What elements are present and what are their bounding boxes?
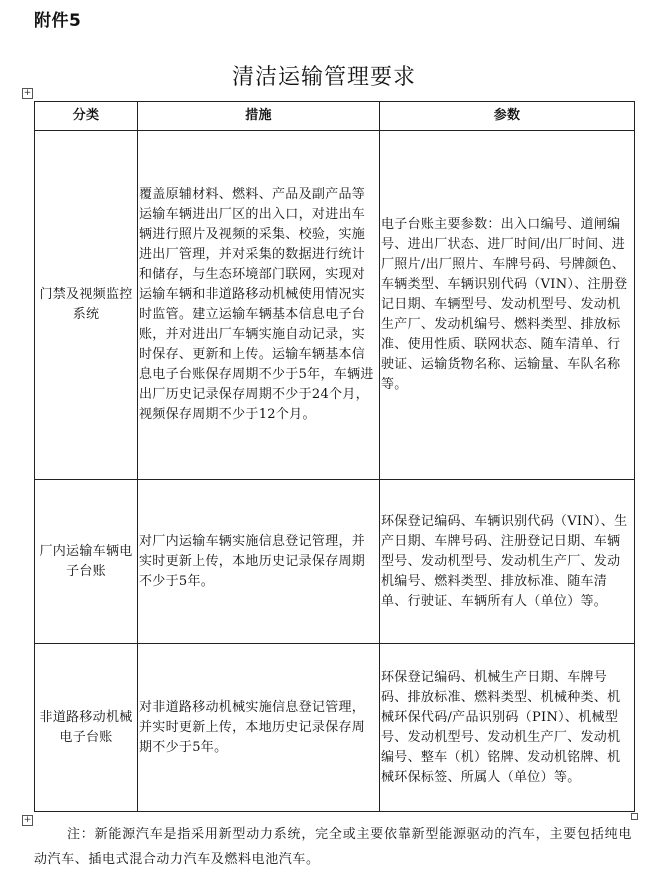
table-resize-handle-icon[interactable] — [631, 813, 638, 820]
header-measure: 措施 — [138, 102, 380, 131]
attachment-label: 附件5 — [34, 11, 82, 31]
row-parameter: 环保登记编码、车辆识别代码（VIN）、生产日期、车牌号码、注册登记日期、车辆型号、发动机型号、发动机生产厂、发动机编号、燃料类型、排放标准、随车清单、行驶证、车辆所有人（单位）等。 — [380, 480, 635, 644]
row-category: 非道路移动机械电子台账 — [35, 644, 138, 812]
row-category: 门禁及视频监控系统 — [35, 131, 138, 480]
table-row — [35, 480, 635, 644]
row-measure: 覆盖原辅材料、燃料、产品及副产品等运输车辆进出厂区的出入口，对进出车辆进行照片及视频的采集、校验，实施进出厂管理，并对采集的数据进行统计和储存，与生态环境部门联网，实现对运输车辆和非道路移动机械使用情况实时监管。建立运输车辆基本信息电子台账，并对进出厂车辆实施自动记录，实时保存、更新和上传。运输车辆基本信息电子台账保存周期不少于5年，车辆进出厂历史记录保存周期不少于24个月，视频保存周期不少于12个月。 — [138, 131, 380, 480]
table-move-handle-icon[interactable]: + — [23, 88, 32, 98]
header-parameter: 参数 — [380, 102, 635, 131]
table-row — [35, 131, 635, 480]
page-title: 清洁运输管理要求 — [231, 65, 416, 90]
header-category: 分类 — [35, 102, 138, 131]
row-category: 厂内运输车辆电子台账 — [35, 480, 138, 644]
table-header-row — [35, 102, 635, 131]
table-move-handle-icon[interactable]: + — [23, 815, 32, 825]
table-row — [35, 644, 635, 812]
row-measure: 对厂内运输车辆实施信息登记管理，并实时更新上传，本地历史记录保存周期不少于5年。 — [138, 480, 380, 644]
footnote: 注：新能源汽车是指采用新型动力系统，完全或主要依靠新型能源驱动的汽车，主要包括纯电动汽车、插电式混合动力汽车及燃料电池汽车。 — [34, 827, 632, 867]
requirements-table — [34, 101, 635, 812]
row-measure: 对非道路移动机械实施信息登记管理，并实时更新上传，本地历史记录保存周期不少于5年。 — [138, 644, 380, 812]
row-parameter: 电子台账主要参数：出入口编号、道闸编号、进出厂状态、进厂时间/出厂时间、进厂照片/出厂照片、车牌号码、号牌颜色、车辆类型、车辆识别代码（VIN）、注册登记日期、车辆型号、发动机型号、发动机生产厂、发动机编号、燃料类型、排放标准、使用性质、联网状态、随车清单、行驶证、运输货物名称、运输量、车队名称等。 — [380, 131, 635, 480]
row-parameter: 环保登记编码、机械生产日期、车牌号码、排放标准、燃料类型、机械种类、机械环保代码/产品识别码（PIN）、机械型号、发动机型号、发动机生产厂、发动机编号、整车（机）铭牌、发动机铭牌、机械环保标签、所属人（单位）等。 — [380, 644, 635, 812]
